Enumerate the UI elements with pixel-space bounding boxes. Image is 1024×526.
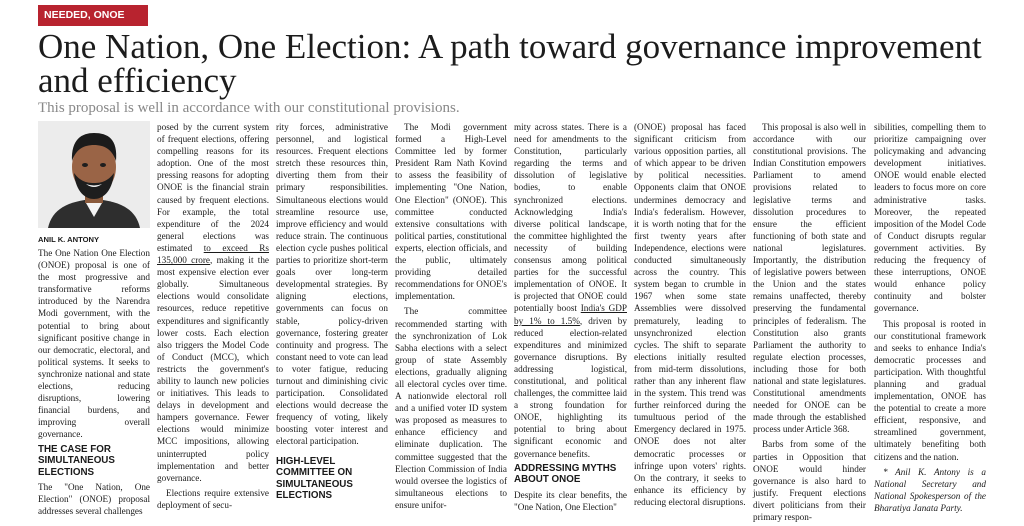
col5-text-b: , driven by reduced election-related expenditures and minimized governance disruptions. By addressing logistical, constitutional, and political challenges, the committee laid a strong foundation for ONOE, highlighting its potential to bring about significant economic and governance benefits. (514, 315, 627, 459)
section-tag: NEEDED, ONOE (38, 5, 148, 26)
col2-text-b: , making it the most expensive election ever globally. Simultaneous elections would consolidate resources, reduce repetitive expenditures and significantly lower costs. Each election also triggers the Model Code of Conduct (MCC), which restricts the government's ability to launch new policies or initiatives. This leads to delays in development and hampers governance. Fewer elections would minimize MCC impositions, allowing uninterrupted policy implementation and better governance. (157, 255, 269, 483)
col3-paragraph-1: rity forces, administrative personnel, and logistical resources. Frequent elections stretch these resources thin, diverting them from their primary responsibilities. Simultaneous elections would streamline resource use, improve efficiency and would reduce strain. The continuous election cycle pushes political parties to prioritize short-term goals over long-term developmental strategies. By aligning elections, governments can focus on stable, policy-driven governance, fostering greater continuity and progress. The constant need to vote can lead to voter fatigue, reducing turnout and diminishing civic participation. Consolidated elections would decrease the frequency of voting, likely boosting voter interest and electoral participation. (276, 122, 388, 447)
author-note: * Anil K. Antony is a National Secretary and National Spokesperson of the Bharatiya Janata Party. (874, 466, 986, 513)
column-5 (514, 121, 627, 516)
col7-paragraph-1: This proposal is also well in accordance with our constitutional provisions. The Indian Constitution empowers Parliament to amend provisions related to legislative terms and dissolution procedures to ensure the efficient functioning of both state and national legislatures. Importantly, the distribution of legislative powers between the Union and the states remains unaffected, thereby preserving the fundamental principles of federalism. The Constitution also grants Parliament the authority to regulate election processes, including those for both national and state legislatures. Constitutional amendments needed for ONOE can be made through the established process under Article 368. (753, 122, 866, 435)
column-4 (395, 121, 507, 514)
column-1 (38, 247, 150, 520)
column-3 (276, 121, 388, 505)
col1-paragraph-1: The One Nation One Election (ONOE) proposal is one of the most progressive and transformative reforms introduced by the Narendra Modi government, with the potential to bring about significant positive change in our democratic, electoral, and political systems. It seeks to synchronize national and state elections, reducing disruptions, lowering financial burdens, and improving overall governance. (38, 248, 150, 440)
col2-paragraph-1 (157, 121, 269, 484)
column-7 (753, 121, 866, 526)
column-6 (634, 121, 746, 511)
col7-paragraph-2: Barbs from some of the parties in Opposition that ONOE would hinder governance is also hard to justify. Frequent elections divert politicians from their primary respon- (753, 439, 866, 522)
gdp-link[interactable]: India's GDP by 1% to 1.5% (514, 303, 627, 326)
col2-text-a: posed by the current system of frequent elections, offering compelling reasons for its adoption. One of the most pressing reasons for adopting ONOE is the financial strain caused by frequent elections. For example, the total expenditure of the 2024 general elections was estimated (157, 122, 269, 253)
section-heading-high-level-committee: HIGH-LEVEL COMMITTEE ON SIMULTANEOUS ELECTIONS (276, 455, 353, 502)
expenditure-link[interactable]: to exceed Rs 135,000 crore (157, 242, 269, 266)
section-heading-addressing-myths: ADDRESSING MYTHS ABOUT ONOE (514, 462, 617, 486)
section-heading-case-for-simultaneous-elections: THE CASE FOR SIMULTANEOUS ELECTIONS (38, 443, 115, 478)
author-byline: ANIL K. ANTONY (38, 235, 100, 244)
col5-paragraph-1 (514, 121, 627, 460)
col4-paragraph-2: The committee recommended starting with the synchronization of Lok Sabha elections with a select group of state Assembly elections, gradually aligning all electoral cycles over time. A nationwide electoral roll and a unified voter ID system was proposed as measures to enhance efficiency and eliminate duplication. The committee suggested that the Election Commission of India would oversee the logistics of simultaneous elections to ensure unifor- (395, 306, 507, 510)
col5-text-a: mity across states. There is a need for amendments to the Constitution, particularly regarding the terms and dissolution of legislative bodies, to enable synchronized elections. Acknowledging India's diverse political landscape, the committee highlighted the necessity of building consensus among political parties for the successful implementation of ONOE. It is projected that ONOE could potentially boost (514, 122, 627, 314)
col6-paragraph-1: (ONOE) proposal has faced significant criticism from various opposition parties, all of which appear to be driven by political necessities. Opponents claim that ONOE undermines democracy and India's federalism. However, it is worth noting that for the first twenty years after Independence, elections were conducted simultaneously across the country. This system began to crumble in 1967 when some state Assemblies were dissolved prematurely, leading to unsynchronized election cycles. The shift to separate elections initially resulted from mid-term dissolutions, rather than any inherent flaw in the system. This trend was further reinforced during the tumultuous period of the Emergency declared in 1975. ONOE does not alter democratic processes or infringe upon voters' rights. On the contrary, it seeks to enhance its efficiency by reducing electoral disruptions. (634, 122, 746, 507)
col5-paragraph-2: Despite its clear benefits, the "One Nation, One Election" (514, 489, 627, 512)
col2-paragraph-2: Elections require extensive deployment of secu- (157, 487, 269, 510)
col1-paragraph-2: The "One Nation, One Election" (ONOE) proposal addresses several challenges (38, 482, 150, 517)
col8-paragraph-2: This proposal is rooted in our constitutional framework and seeks to enhance India's democratic processes and participation. With thoughtful planning and gradual implementation, ONOE has the potential to create a more efficient, responsive, and streamlined government, ultimately benefiting both citizens and the nation. (874, 318, 986, 462)
col4-paragraph-1: The Modi government formed a High-Level Committee led by former President Ram Nath Kovind to assess the feasibility of implementing "One Nation, One Election" (ONOE). This committee conducted extensive consultations with political parties, constitutional experts, election officials, and the public, ultimately providing detailed recommendations for ONOE's implementation. (395, 122, 507, 302)
headline: One Nation, One Election: A path toward governance improvement and efficiency (38, 27, 982, 100)
col8-paragraph-1: sibilities, compelling them to prioritize campaigning over policymaking and advancing development initiatives. ONOE would enable elected leaders to focus more on core administrative tasks. Moreover, the repeated imposition of the Model Code of Conduct disrupts regular government activities. By reducing the frequency of these interruptions, ONOE would enhance policy continuity and bolster governance. (874, 122, 986, 314)
author-portrait-icon (38, 121, 150, 228)
column-2 (157, 121, 269, 514)
author-photo (38, 121, 150, 228)
subheadline: This proposal is well in accordance with our constitutional provisions. (38, 100, 460, 116)
column-8 (874, 121, 986, 517)
